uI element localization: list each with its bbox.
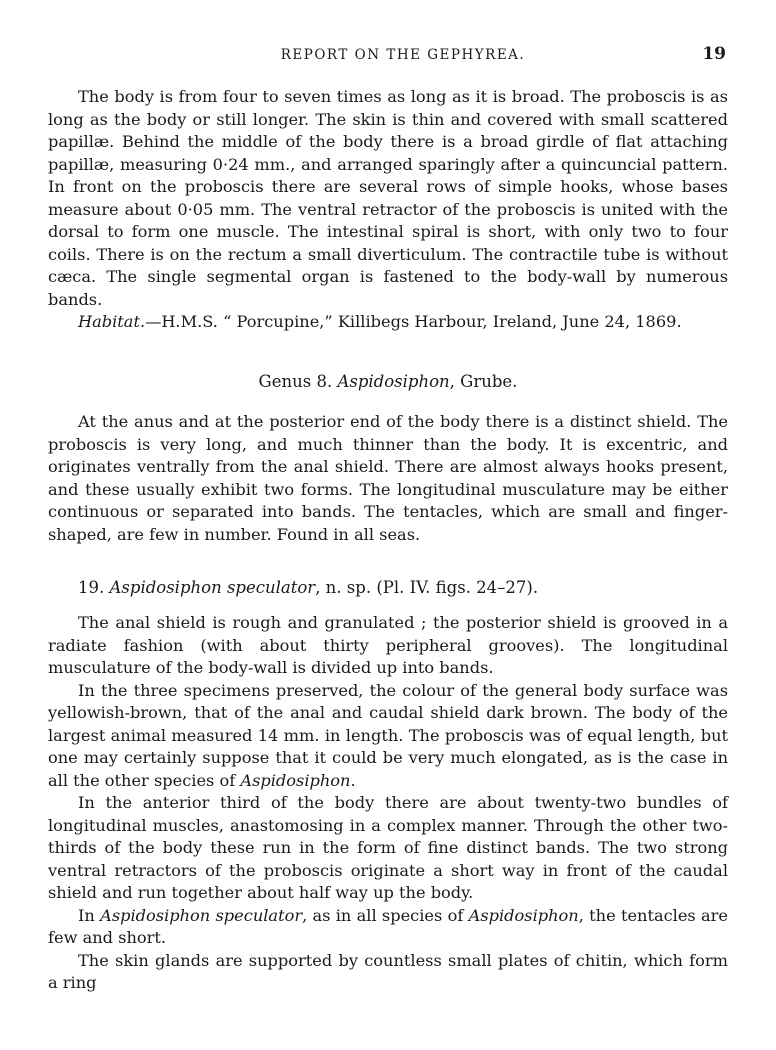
genus-author: , Grube. [449,372,518,391]
habitat-line [48,311,728,334]
genus-name: Aspidosiphon [337,372,450,391]
species-number: 19. [78,578,105,597]
colour-end: . [350,770,356,790]
genus-description-block [48,411,728,546]
genus-description: At the anus and at the posterior end of the body there is a distinct shield. The proboscis is very long, and much thinner than the body. It is excentric, and originates ventrally from the anal shield. There are almost always hooks present, and these usually exhibit two forms. The longitudinal musculature may be either continuous or separated into bands. The tentacles, which are small and finger-shaped, are few in number. Found in all seas. [48,412,728,544]
paragraph-muscles: In the anterior third of the body there are about twenty-two bundles of longitudinal muscles, anastomosing in a complex manner. Through the other two-thirds of the body these run in the form of fine distinct bands. The two strong ventral retractors of the proboscis originate a short way in front of the caudal shield and run together about half way up the body. [48,793,728,902]
page-number: 19 [702,44,726,64]
paragraph-colour [48,680,728,793]
species-body-block [48,612,728,995]
body-paragraph: The body is from four to seven times as long as it is broad. The proboscis is as long as the body or still longer. The skin is thin and covered with small scattered papillæ. Behind the middle of the body there is a broad girdle of flat attaching papillæ, measuring 0·24 mm., and arranged sparingly after a quincuncial pattern. In front on the proboscis there are several rows of simple hooks, whose bases measure about 0·05 mm. The ventral retractor of the proboscis is united with the dorsal to form one muscle. The intestinal spiral is short, with only two to four coils. There is on the rectum a small diverticulum. The contractile tube is without cæca. The single segmental organ is fastened to the body-wall by numerous bands. [48,87,728,309]
habitat-label: Habitat. [78,312,146,331]
tentacles-a: In [78,905,95,925]
habitat-text: —H.M.S. “ Porcupine,” Killibegs Harbour, Ireland, June 24, 1869. [145,312,682,331]
running-header [80,44,726,68]
species-description-block [48,86,728,334]
tentacles-species: Aspidosiphon speculator [100,905,303,925]
species-name: Aspidosiphon speculator [109,578,316,597]
tentacles-b: , as in all species of [302,905,464,925]
paragraph-skin-glands: The skin glands are supported by countless small plates of chitin, which form a ring [48,950,728,992]
running-title: REPORT ON THE GEPHYREA. [280,47,526,63]
species-reference: , n. sp. (Pl. IV. figs. 24–27). [315,578,539,597]
species-heading [78,578,538,597]
genus-prefix: Genus 8. [258,372,333,391]
paragraph-tentacles [48,905,728,950]
tentacles-genus: Aspidosiphon [468,905,579,925]
tentacles-c: , the tentacles are few and short. [48,905,728,947]
genus-heading [48,372,728,391]
colour-text: In the three specimens preserved, the colour of the general body surface was yellowish-brown, that of the anal and caudal shield dark brown. The body of the largest animal measured 14 mm. in length. The proboscis was of equal length, but one may certainly suppose that it could be very much elongated, as is the case in all the other species of [48,680,728,790]
paragraph-shields: The anal shield is rough and granulated ; the posterior shield is grooved in a radiate fashion (with about thirty peripheral grooves). The longitudinal musculature of the body-wall is divided up into bands. [48,613,728,677]
colour-genus: Aspidosiphon [240,770,351,790]
